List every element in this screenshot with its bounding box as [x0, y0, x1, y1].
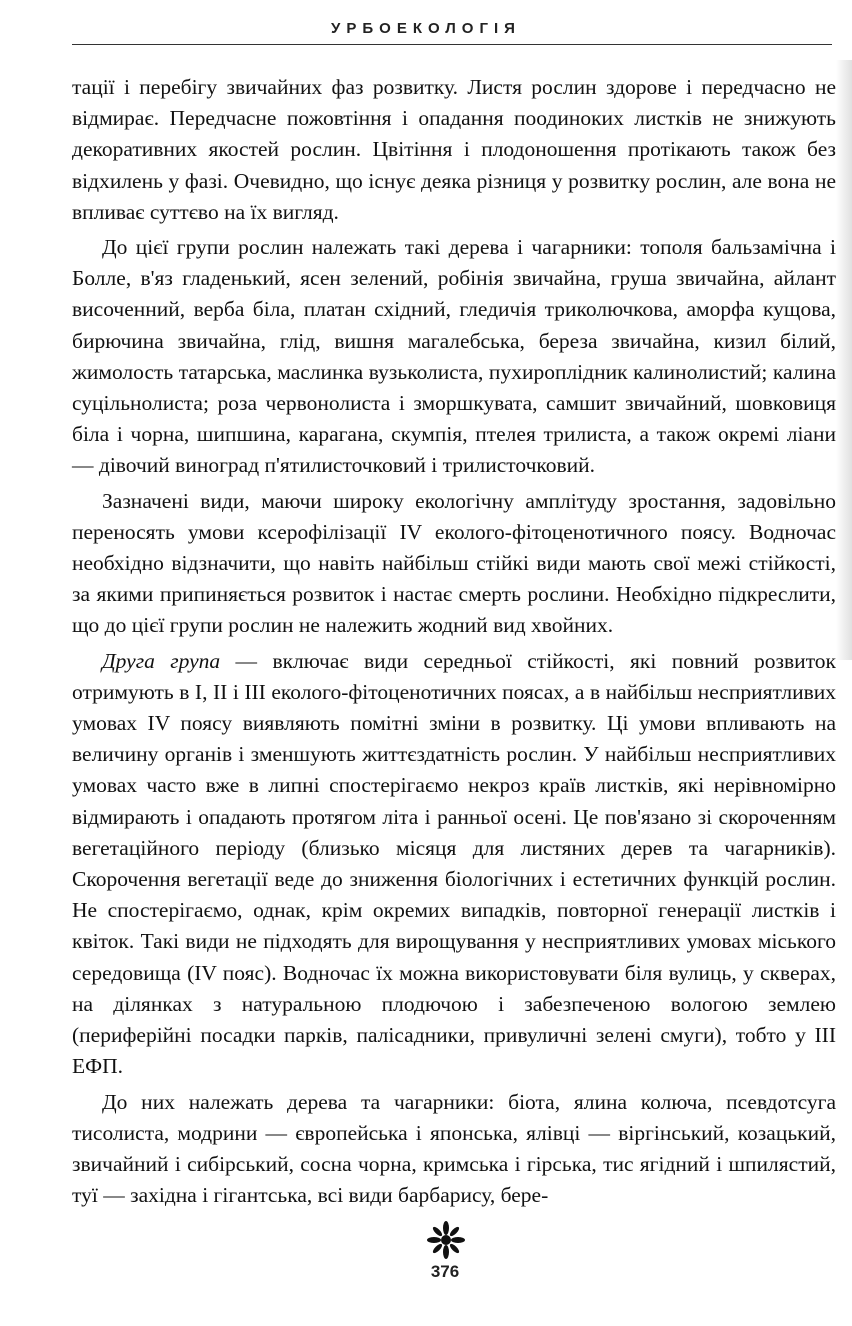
paragraph-second-group — [72, 646, 836, 1083]
paragraph-amplitude: Зазначені види, маючи широку екологічну амплітуду зростання, задовільно переносять умови ксерофілізації IV еколого-фітоценотичного поясу. Водночас необхідно відзначити, що навіть найбільш стійкі види мають свої межі стійкості, за якими припиняється розвиток і настає смерть рослини. Необхідно підкреслити, що до цієї групи рослин не належить жодний вид хвойних. — [72, 488, 836, 638]
paragraph-second-group-species: До них належать дерева та чагарники: біота, ялина колюча, псевдотсуга тисолиста, модрини — європейська і японська, ялівці — віргінський, козацький, звичайний і сибірський, сосна чорна, кримська і гірська, тис ягідний і шпилястий, туї — західна і гігантська, всі види барбарису, бере- — [72, 1089, 836, 1208]
second-group-lead: Друга група — [102, 648, 221, 673]
paragraph-first-group-species: До цієї групи рослин належать такі дерева і чагарники: тополя бальзамічна і Болле, в'яз гладенький, ясен зелений, робінія звичайна, груша звичайна, айлант височенний, верба біла, платан східний, гледичія триколючкова, аморфа кущова, бирючина звичайна, глід, вишня магалебська, береза звичайна, кизил білий, жимолость татарська, маслинка вузьколиста, пухироплідник калинолистий; калина суцільнолиста; роза червонолиста і зморшкувата, самшит звичайний, шовковиця біла і чорна, шипшина, карагана, скумпія, птелея трилиста, а також окремі ліани — дівочий виноград п'ятилисточковий і трилисточковий. — [72, 235, 836, 478]
page-edge-shadow — [836, 60, 852, 660]
paragraph-continuation: тації і перебігу звичайних фаз розвитку. Листя рослин здорове і передчасно не відмирає. Передчасне пожовтіння і опадання поодиноких листків не знижують декоративних якостей рослин. Цвітіння і плодоношення протікають також без відхилень у фазі. Очевидно, що існує деяка різниця у розвитку рослин, але вона не впливає суттєво на їх вигляд. — [72, 75, 836, 224]
second-group-text: — включає види середньої стійкості, які повний розвиток отримують в І, ІІ і ІІІ еколого-фітоценотичних поясах, а в найбільш несприятливих умовах IV поясу виявляють помітні зміни в розвитку. Ці умови впливають на величину органів і зменшують життєздатність рослин. У найбільш несприятливих умовах часто вже в липні спостерігаємо некроз країв листків, які нерівномірно відмирають і опадають протягом літа і ранньої осені. Це пов'язано зі скороченням вегетаційного періоду (близько місяця для листяних дерев та чагарників). Скорочення вегетації веде до зниження біологічних і естетичних функцій рослин. Не спостерігаємо, однак, крім окремих випадків, повторної генерації листків і квіток. Такі види не підходять для вирощування у несприятливих умовах міського середовища (IV пояс). Водночас їх можна використовувати біля вулиць, у скверах, на ділянках з натуральною плодючою і забезпеченою вологою землею (периферійні посадки парків, палісадники, привуличні зелені смуги), тобто у ІІІ ЕФП. — [72, 648, 836, 1079]
running-header: УРБОЕКОЛОГІЯ — [331, 20, 521, 37]
floral-ornament-icon — [426, 1220, 466, 1260]
body-text — [72, 72, 836, 1211]
header-rule — [72, 44, 832, 45]
page-number: 376 — [430, 1262, 460, 1281]
